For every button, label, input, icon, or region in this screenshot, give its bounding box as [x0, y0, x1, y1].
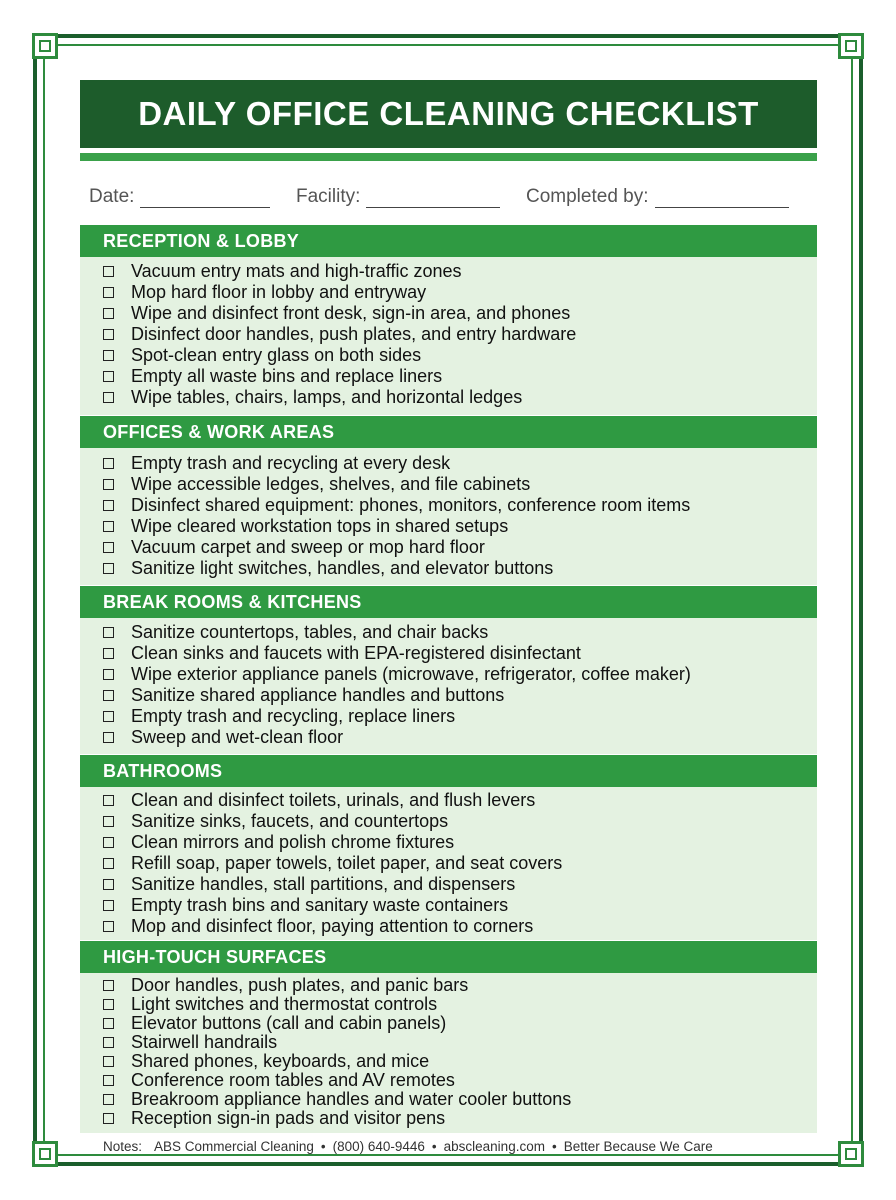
facility-field[interactable]: [296, 180, 500, 208]
checkbox[interactable]: [103, 287, 114, 298]
checkbox[interactable]: [103, 371, 114, 382]
facility-label: Facility:: [296, 186, 361, 207]
checklist-item[interactable]: Sanitize countertops, tables, and chair backs: [103, 622, 817, 643]
section-offices: [80, 448, 817, 585]
date-line[interactable]: [140, 189, 270, 208]
checklist-item[interactable]: Empty trash and recycling, replace liners: [103, 706, 817, 727]
section-high-touch: [80, 973, 817, 1133]
checklist-item[interactable]: Clean mirrors and polish chrome fixtures: [103, 832, 817, 853]
checkbox[interactable]: [103, 1075, 114, 1086]
checkbox[interactable]: [103, 1018, 114, 1029]
checklist-item[interactable]: Shared phones, keyboards, and mice: [103, 1052, 817, 1071]
completed-by-line[interactable]: [655, 189, 789, 208]
checkbox[interactable]: [103, 500, 114, 511]
checkbox[interactable]: [103, 329, 114, 340]
checkbox[interactable]: [103, 266, 114, 277]
section-heading-break-rooms: BREAK ROOMS & KITCHENS: [80, 586, 817, 618]
checklist-item[interactable]: Conference room tables and AV remotes: [103, 1071, 817, 1090]
checklist-item[interactable]: Wipe accessible ledges, shelves, and file cabinets: [103, 474, 817, 495]
checkbox[interactable]: [103, 921, 114, 932]
checkbox[interactable]: [103, 563, 114, 574]
facility-line[interactable]: [366, 189, 500, 208]
checklist-item[interactable]: Spot-clean entry glass on both sides: [103, 345, 817, 366]
corner-ornament: [32, 33, 58, 59]
section-bathrooms: [80, 787, 817, 940]
checkbox[interactable]: [103, 795, 114, 806]
date-field[interactable]: [89, 180, 270, 208]
checklist-item[interactable]: Empty all waste bins and replace liners: [103, 366, 817, 387]
corner-ornament: [838, 33, 864, 59]
checklist-item[interactable]: Vacuum carpet and sweep or mop hard floor: [103, 537, 817, 558]
checklist-item[interactable]: Sweep and wet-clean floor: [103, 727, 817, 748]
checkbox[interactable]: [103, 816, 114, 827]
checkbox[interactable]: [103, 669, 114, 680]
checklist-item[interactable]: Wipe tables, chairs, lamps, and horizontal ledges: [103, 387, 817, 408]
checklist-item[interactable]: Mop and disinfect floor, paying attention to corners: [103, 916, 817, 937]
checklist-item[interactable]: Wipe cleared workstation tops in shared setups: [103, 516, 817, 537]
section-heading-high-touch: HIGH-TOUCH SURFACES: [80, 941, 817, 973]
corner-ornament: [32, 1141, 58, 1167]
checklist-item[interactable]: Stairwell handrails: [103, 1033, 817, 1052]
section-break-rooms: [80, 618, 817, 754]
checklist-item[interactable]: Light switches and thermostat controls: [103, 995, 817, 1014]
checkbox[interactable]: [103, 711, 114, 722]
separator: •: [551, 1138, 557, 1154]
completed-by-label: Completed by:: [526, 186, 649, 207]
page-title: DAILY OFFICE CLEANING CHECKLIST: [80, 80, 817, 148]
checklist-item[interactable]: Sanitize shared appliance handles and buttons: [103, 685, 817, 706]
company-name: ABS Commercial Cleaning: [154, 1138, 314, 1154]
title-rule: [80, 153, 817, 161]
date-label: Date:: [89, 186, 135, 207]
separator: •: [431, 1138, 437, 1154]
checklist-item[interactable]: Disinfect shared equipment: phones, monitors, conference room items: [103, 495, 817, 516]
checkbox[interactable]: [103, 458, 114, 469]
checklist-item[interactable]: Reception sign-in pads and visitor pens: [103, 1109, 817, 1128]
checklist-item[interactable]: Sanitize sinks, faucets, and countertops: [103, 811, 817, 832]
section-reception: [80, 257, 817, 415]
checklist-item[interactable]: Vacuum entry mats and high-traffic zones: [103, 261, 817, 282]
separator: •: [320, 1138, 326, 1154]
checkbox[interactable]: [103, 392, 114, 403]
checkbox[interactable]: [103, 479, 114, 490]
notes-footer: [80, 1135, 817, 1157]
checkbox[interactable]: [103, 542, 114, 553]
checklist-item[interactable]: Refill soap, paper towels, toilet paper, and seat covers: [103, 853, 817, 874]
checklist-item[interactable]: Disinfect door handles, push plates, and entry hardware: [103, 324, 817, 345]
checkbox[interactable]: [103, 1056, 114, 1067]
notes-label: Notes:: [103, 1138, 143, 1154]
checkbox[interactable]: [103, 648, 114, 659]
checkbox[interactable]: [103, 521, 114, 532]
checklist-item[interactable]: Mop hard floor in lobby and entryway: [103, 282, 817, 303]
checklist-item[interactable]: Empty trash and recycling at every desk: [103, 453, 817, 474]
completed-by-field[interactable]: [526, 180, 789, 208]
corner-ornament: [838, 1141, 864, 1167]
checkbox[interactable]: [103, 1094, 114, 1105]
checkbox[interactable]: [103, 1113, 114, 1124]
checklist-item[interactable]: Empty trash bins and sanitary waste containers: [103, 895, 817, 916]
checkbox[interactable]: [103, 627, 114, 638]
section-heading-bathrooms: BATHROOMS: [80, 755, 817, 787]
checklist-item[interactable]: Sanitize handles, stall partitions, and dispensers: [103, 874, 817, 895]
section-heading-reception: RECEPTION & LOBBY: [80, 225, 817, 257]
checkbox[interactable]: [103, 980, 114, 991]
checklist-item[interactable]: Clean sinks and faucets with EPA-registered disinfectant: [103, 643, 817, 664]
checkbox[interactable]: [103, 900, 114, 911]
checkbox[interactable]: [103, 350, 114, 361]
checklist-item[interactable]: Wipe exterior appliance panels (microwave, refrigerator, coffee maker): [103, 664, 817, 685]
checklist-item[interactable]: Clean and disinfect toilets, urinals, and flush levers: [103, 790, 817, 811]
checkbox[interactable]: [103, 732, 114, 743]
checklist-item[interactable]: Sanitize light switches, handles, and elevator buttons: [103, 558, 817, 579]
checkbox[interactable]: [103, 690, 114, 701]
checklist-item[interactable]: Door handles, push plates, and panic bars: [103, 976, 817, 995]
checklist-item[interactable]: Elevator buttons (call and cabin panels): [103, 1014, 817, 1033]
checkbox[interactable]: [103, 858, 114, 869]
website: abscleaning.com: [443, 1138, 545, 1154]
checkbox[interactable]: [103, 308, 114, 319]
checkbox[interactable]: [103, 837, 114, 848]
phone-number: (800) 640-9446: [332, 1138, 425, 1154]
checklist-item[interactable]: Breakroom appliance handles and water cooler buttons: [103, 1090, 817, 1109]
section-heading-offices: OFFICES & WORK AREAS: [80, 416, 817, 448]
tagline: Better Because We Care: [563, 1138, 713, 1154]
checkbox[interactable]: [103, 879, 114, 890]
checkbox[interactable]: [103, 999, 114, 1010]
checklist-item[interactable]: Wipe and disinfect front desk, sign-in area, and phones: [103, 303, 817, 324]
checkbox[interactable]: [103, 1037, 114, 1048]
